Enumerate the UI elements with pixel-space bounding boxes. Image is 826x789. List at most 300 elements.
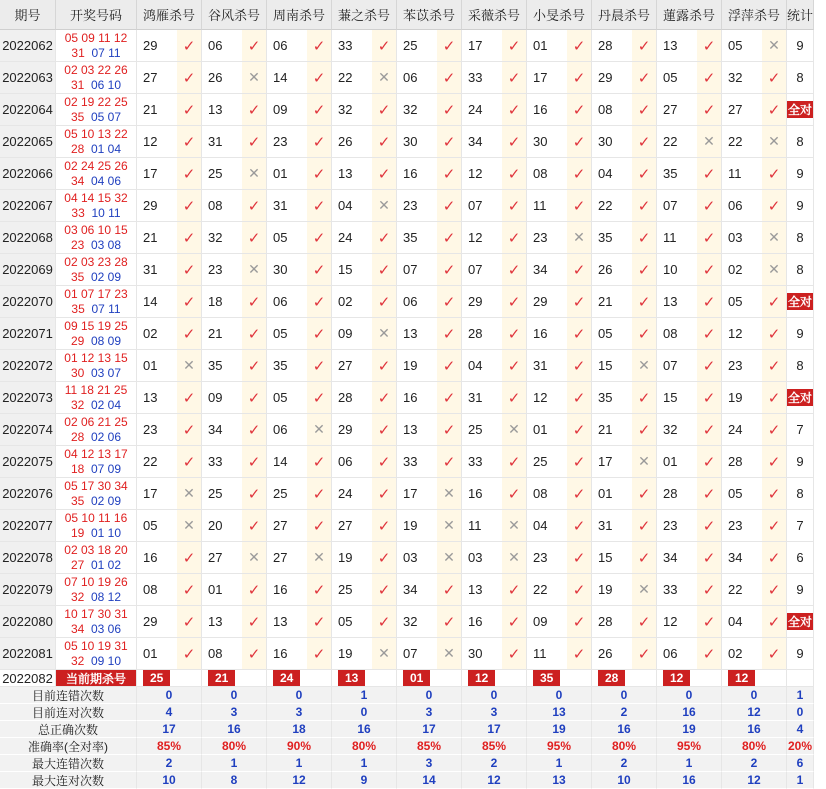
pick-number: 17 <box>137 158 177 190</box>
pick-number: 35 <box>657 158 697 190</box>
draw-front-last: 28 <box>70 141 85 156</box>
pick-number: 16 <box>527 318 567 350</box>
draw-front-last: 28 <box>70 429 85 444</box>
check-icon: ✓ <box>242 574 267 606</box>
draw-front-last: 19 <box>70 525 85 540</box>
pick-number: 32 <box>722 62 762 94</box>
pick-number: 16 <box>397 382 437 414</box>
pick-number: 06 <box>267 286 307 318</box>
pick-number: 34 <box>397 574 437 606</box>
cross-icon: ✕ <box>372 62 397 94</box>
issue-number: 2022071 <box>0 318 56 350</box>
table-row <box>0 574 814 606</box>
check-icon: ✓ <box>242 222 267 254</box>
pick-number: 28 <box>592 30 632 62</box>
column-header: 鸿雁杀号 <box>137 0 202 30</box>
stat-count <box>787 190 814 222</box>
stat-count <box>787 158 814 190</box>
check-icon: ✓ <box>632 542 657 574</box>
pick-number: 21 <box>592 286 632 318</box>
summary-value: 4 <box>137 704 202 721</box>
summary-row <box>0 687 814 704</box>
pick-number: 28 <box>657 478 697 510</box>
draw-back: 10 11 <box>91 205 121 220</box>
summary-value: 2 <box>592 704 657 721</box>
pick-number: 04 <box>592 158 632 190</box>
table-row <box>0 222 814 254</box>
summary-value: 13 <box>527 772 592 789</box>
cross-icon: ✕ <box>632 574 657 606</box>
pick-number: 01 <box>137 638 177 670</box>
check-icon: ✓ <box>307 446 332 478</box>
stat-count <box>787 222 814 254</box>
pick-number: 06 <box>397 62 437 94</box>
cross-icon: ✕ <box>177 350 202 382</box>
all-correct-badge: 全对 <box>788 391 813 405</box>
check-icon: ✓ <box>762 94 787 126</box>
all-correct-badge: 全对 <box>788 615 813 629</box>
summary-value: 14 <box>397 772 462 789</box>
check-icon: ✓ <box>372 478 397 510</box>
pick-number: 29 <box>332 414 372 446</box>
draw-line-front: 01 07 17 23 <box>64 286 128 301</box>
check-icon: ✓ <box>762 414 787 446</box>
issue-number: 2022081 <box>0 638 56 670</box>
current-pick-badge: 13 <box>338 670 365 686</box>
current-pick <box>267 670 332 687</box>
check-icon: ✓ <box>437 126 462 158</box>
summary-value: 3 <box>267 704 332 721</box>
draw-line-mixed <box>71 366 121 381</box>
check-icon: ✓ <box>242 94 267 126</box>
pick-number: 26 <box>202 62 242 94</box>
draw-back: 08 09 <box>91 333 122 348</box>
summary-stat: 1 <box>787 687 814 704</box>
draw-line-front: 03 06 10 15 <box>64 222 128 237</box>
summary-value: 0 <box>332 704 397 721</box>
cross-icon: ✕ <box>437 510 462 542</box>
summary-row <box>0 738 814 755</box>
table-row <box>0 510 814 542</box>
check-icon: ✓ <box>762 574 787 606</box>
summary-value: 16 <box>332 721 397 738</box>
check-icon: ✓ <box>502 30 527 62</box>
pick-number: 21 <box>137 94 177 126</box>
summary-value: 12 <box>722 772 787 789</box>
summary-label: 目前连错次数 <box>0 687 137 704</box>
stat-value: 7 <box>796 518 804 533</box>
pick-number: 11 <box>527 638 567 670</box>
check-icon: ✓ <box>177 62 202 94</box>
pick-number: 33 <box>332 30 372 62</box>
table-row <box>0 318 814 350</box>
draw-back: 05 07 <box>91 109 122 124</box>
summary-value: 85% <box>462 738 527 755</box>
draw-numbers <box>56 190 137 222</box>
pick-number: 33 <box>462 62 502 94</box>
summary-value: 2 <box>592 755 657 772</box>
pick-number: 34 <box>462 126 502 158</box>
current-period-label: 当前期杀号 <box>56 670 137 687</box>
draw-back: 01 04 <box>91 141 122 156</box>
check-icon: ✓ <box>437 446 462 478</box>
pick-number: 17 <box>137 478 177 510</box>
check-icon: ✓ <box>177 318 202 350</box>
check-icon: ✓ <box>567 254 592 286</box>
all-correct-badge: 全对 <box>788 295 813 309</box>
pick-number: 34 <box>202 414 242 446</box>
draw-line-mixed <box>71 142 121 157</box>
draw-front-last: 32 <box>70 653 85 668</box>
pick-number: 27 <box>657 94 697 126</box>
draw-line-mixed <box>71 622 121 637</box>
pick-number: 33 <box>202 446 242 478</box>
check-icon: ✓ <box>372 446 397 478</box>
draw-line-front: 05 10 11 16 <box>64 510 128 525</box>
current-pick <box>527 670 592 687</box>
check-icon: ✓ <box>567 542 592 574</box>
current-pick-badge: 12 <box>468 670 495 686</box>
pick-number: 22 <box>657 126 697 158</box>
check-icon: ✓ <box>762 542 787 574</box>
check-icon: ✓ <box>697 30 722 62</box>
current-pick-badge: 28 <box>598 670 625 686</box>
summary-value: 0 <box>527 687 592 704</box>
draw-line-mixed <box>71 334 121 349</box>
summary-value: 9 <box>332 772 397 789</box>
summary-value: 1 <box>202 755 267 772</box>
draw-front-last: 31 <box>71 45 85 60</box>
check-icon: ✓ <box>632 606 657 638</box>
issue-number: 2022068 <box>0 222 56 254</box>
pick-number: 16 <box>267 638 307 670</box>
table-row <box>0 190 814 222</box>
check-icon: ✓ <box>567 318 592 350</box>
check-icon: ✓ <box>177 606 202 638</box>
cross-icon: ✕ <box>632 446 657 478</box>
table-row <box>0 158 814 190</box>
check-icon: ✓ <box>372 158 397 190</box>
pick-number: 04 <box>722 606 762 638</box>
draw-front-last: 34 <box>70 621 85 636</box>
draw-numbers <box>56 606 137 638</box>
summary-value: 1 <box>267 755 332 772</box>
summary-value: 95% <box>527 738 592 755</box>
pick-number: 23 <box>267 126 307 158</box>
issue-number: 2022064 <box>0 94 56 126</box>
draw-numbers <box>56 638 137 670</box>
check-icon: ✓ <box>177 222 202 254</box>
draw-numbers <box>56 158 137 190</box>
check-icon: ✓ <box>502 190 527 222</box>
check-icon: ✓ <box>632 638 657 670</box>
summary-value: 80% <box>202 738 267 755</box>
pick-number: 13 <box>397 414 437 446</box>
draw-line-front: 02 19 22 25 <box>64 94 128 109</box>
pick-number: 26 <box>332 126 372 158</box>
check-icon: ✓ <box>307 190 332 222</box>
pick-number: 24 <box>722 414 762 446</box>
pick-number: 13 <box>202 606 242 638</box>
check-icon: ✓ <box>242 190 267 222</box>
draw-line-front: 11 18 21 25 <box>64 382 128 397</box>
summary-value: 1 <box>657 755 722 772</box>
pick-number: 14 <box>137 286 177 318</box>
pick-number: 21 <box>202 318 242 350</box>
pick-number: 30 <box>527 126 567 158</box>
table-row <box>0 382 814 414</box>
column-header: 采薇杀号 <box>462 0 527 30</box>
pick-number: 17 <box>527 62 567 94</box>
summary-value: 3 <box>397 755 462 772</box>
check-icon: ✓ <box>567 382 592 414</box>
pick-number: 02 <box>332 286 372 318</box>
check-icon: ✓ <box>502 638 527 670</box>
pick-number: 07 <box>462 190 502 222</box>
check-icon: ✓ <box>307 94 332 126</box>
stat-count <box>787 414 814 446</box>
table-row <box>0 446 814 478</box>
draw-line-front: 09 15 19 25 <box>64 318 128 333</box>
check-icon: ✓ <box>762 62 787 94</box>
issue-number: 2022067 <box>0 190 56 222</box>
pick-number: 01 <box>527 30 567 62</box>
check-icon: ✓ <box>697 286 722 318</box>
pick-number: 31 <box>527 350 567 382</box>
check-icon: ✓ <box>372 414 397 446</box>
table-row <box>0 414 814 446</box>
pick-number: 24 <box>332 222 372 254</box>
pick-number: 31 <box>202 126 242 158</box>
pick-number: 15 <box>592 350 632 382</box>
pick-number: 32 <box>332 94 372 126</box>
check-icon: ✓ <box>697 542 722 574</box>
pick-number: 09 <box>267 94 307 126</box>
pick-number: 23 <box>722 510 762 542</box>
draw-line-front: 05 09 11 12 <box>64 30 128 45</box>
issue-number: 2022074 <box>0 414 56 446</box>
summary-value: 12 <box>267 772 332 789</box>
stat-count <box>787 318 814 350</box>
draw-line-front: 05 10 19 31 <box>64 638 128 653</box>
check-icon: ✓ <box>242 126 267 158</box>
draw-line-mixed <box>71 174 121 189</box>
cross-icon: ✕ <box>762 254 787 286</box>
check-icon: ✓ <box>632 158 657 190</box>
summary-value: 12 <box>462 772 527 789</box>
check-icon: ✓ <box>307 382 332 414</box>
check-icon: ✓ <box>762 446 787 478</box>
check-icon: ✓ <box>437 254 462 286</box>
check-icon: ✓ <box>632 94 657 126</box>
check-icon: ✓ <box>697 158 722 190</box>
summary-value: 2 <box>462 755 527 772</box>
pick-number: 28 <box>592 606 632 638</box>
pick-number: 16 <box>267 574 307 606</box>
issue-number: 2022070 <box>0 286 56 318</box>
stat-count <box>787 606 814 638</box>
pick-number: 01 <box>202 574 242 606</box>
pick-number: 31 <box>137 254 177 286</box>
draw-numbers <box>56 62 137 94</box>
draw-numbers <box>56 414 137 446</box>
draw-line-front: 02 03 18 20 <box>64 542 128 557</box>
draw-numbers <box>56 126 137 158</box>
pick-number: 22 <box>592 190 632 222</box>
draw-line-mixed <box>71 398 121 413</box>
check-icon: ✓ <box>307 478 332 510</box>
check-icon: ✓ <box>697 190 722 222</box>
pick-number: 10 <box>657 254 697 286</box>
stat-count <box>787 62 814 94</box>
issue-number: 2022062 <box>0 30 56 62</box>
summary-stat: 1 <box>787 772 814 789</box>
draw-back: 01 10 <box>91 525 122 540</box>
summary-value: 0 <box>657 687 722 704</box>
pick-number: 11 <box>527 190 567 222</box>
check-icon: ✓ <box>502 318 527 350</box>
pick-number: 35 <box>397 222 437 254</box>
check-icon: ✓ <box>567 574 592 606</box>
pick-number: 04 <box>527 510 567 542</box>
check-icon: ✓ <box>307 254 332 286</box>
cross-icon: ✕ <box>307 414 332 446</box>
pick-number: 05 <box>267 318 307 350</box>
draw-numbers <box>56 382 137 414</box>
check-icon: ✓ <box>567 446 592 478</box>
pick-number: 22 <box>527 574 567 606</box>
draw-front-last: 35 <box>70 269 85 284</box>
stat-count <box>787 478 814 510</box>
pick-number: 03 <box>722 222 762 254</box>
cross-icon: ✕ <box>242 254 267 286</box>
pick-number: 26 <box>592 638 632 670</box>
draw-line-front: 04 12 13 17 <box>64 446 128 461</box>
summary-row <box>0 704 814 721</box>
pick-number: 25 <box>202 478 242 510</box>
pick-number: 11 <box>657 222 697 254</box>
draw-front-last: 34 <box>70 173 85 188</box>
draw-back: 07 11 <box>91 45 121 60</box>
stat-value: 9 <box>796 326 804 341</box>
check-icon: ✓ <box>502 382 527 414</box>
pick-number: 25 <box>397 30 437 62</box>
pick-number: 07 <box>657 190 697 222</box>
check-icon: ✓ <box>632 190 657 222</box>
check-icon: ✓ <box>372 606 397 638</box>
pick-number: 25 <box>332 574 372 606</box>
draw-front-last: 29 <box>70 333 85 348</box>
check-icon: ✓ <box>697 606 722 638</box>
draw-line-mixed <box>71 270 121 285</box>
pick-number: 35 <box>267 350 307 382</box>
pick-number: 12 <box>137 126 177 158</box>
current-pick-badge: 12 <box>728 670 755 686</box>
check-icon: ✓ <box>697 254 722 286</box>
summary-value: 16 <box>592 721 657 738</box>
pick-number: 13 <box>657 286 697 318</box>
pick-number: 27 <box>202 542 242 574</box>
pick-number: 35 <box>592 222 632 254</box>
pick-number: 05 <box>267 382 307 414</box>
summary-value: 0 <box>592 687 657 704</box>
check-icon: ✓ <box>177 30 202 62</box>
check-icon: ✓ <box>762 350 787 382</box>
check-icon: ✓ <box>632 382 657 414</box>
check-icon: ✓ <box>567 350 592 382</box>
draw-numbers <box>56 478 137 510</box>
check-icon: ✓ <box>632 30 657 62</box>
current-pick <box>462 670 527 687</box>
draw-front-last: 35 <box>71 301 85 316</box>
pick-number: 29 <box>137 190 177 222</box>
pick-number: 06 <box>202 30 242 62</box>
draw-back: 02 06 <box>91 429 122 444</box>
pick-number: 28 <box>462 318 502 350</box>
current-pick-badge: 12 <box>663 670 690 686</box>
draw-front-last: 32 <box>70 397 85 412</box>
summary-value: 8 <box>202 772 267 789</box>
pick-number: 16 <box>527 94 567 126</box>
check-icon: ✓ <box>762 158 787 190</box>
check-icon: ✓ <box>437 382 462 414</box>
summary-value: 85% <box>397 738 462 755</box>
summary-value: 1 <box>332 755 397 772</box>
draw-line-mixed <box>71 110 121 125</box>
summary-value: 95% <box>657 738 722 755</box>
stat-count <box>787 574 814 606</box>
pick-number: 19 <box>722 382 762 414</box>
stat-count <box>787 542 814 574</box>
pick-number: 08 <box>657 318 697 350</box>
draw-back: 09 10 <box>91 653 122 668</box>
cross-icon: ✕ <box>177 510 202 542</box>
check-icon: ✓ <box>567 190 592 222</box>
check-icon: ✓ <box>697 446 722 478</box>
cross-icon: ✕ <box>242 542 267 574</box>
draw-numbers <box>56 286 137 318</box>
summary-value: 2 <box>137 755 202 772</box>
cross-icon: ✕ <box>437 542 462 574</box>
issue-number: 2022078 <box>0 542 56 574</box>
draw-numbers <box>56 30 137 62</box>
cross-icon: ✕ <box>437 638 462 670</box>
cross-icon: ✕ <box>307 542 332 574</box>
pick-number: 27 <box>332 350 372 382</box>
check-icon: ✓ <box>567 478 592 510</box>
draw-back: 03 06 <box>91 621 122 636</box>
cross-icon: ✕ <box>372 190 397 222</box>
pick-number: 17 <box>397 478 437 510</box>
issue-number: 2022063 <box>0 62 56 94</box>
table-row <box>0 542 814 574</box>
cross-icon: ✕ <box>242 62 267 94</box>
cross-icon: ✕ <box>567 222 592 254</box>
draw-line-front: 02 03 22 26 <box>64 62 128 77</box>
stat-count <box>787 30 814 62</box>
pick-number: 24 <box>332 478 372 510</box>
cross-icon: ✕ <box>242 158 267 190</box>
check-icon: ✓ <box>177 638 202 670</box>
check-icon: ✓ <box>502 446 527 478</box>
pick-number: 08 <box>137 574 177 606</box>
check-icon: ✓ <box>502 286 527 318</box>
summary-value: 90% <box>267 738 332 755</box>
cross-icon: ✕ <box>697 126 722 158</box>
pick-number: 16 <box>462 606 502 638</box>
check-icon: ✓ <box>697 510 722 542</box>
cross-icon: ✕ <box>502 414 527 446</box>
